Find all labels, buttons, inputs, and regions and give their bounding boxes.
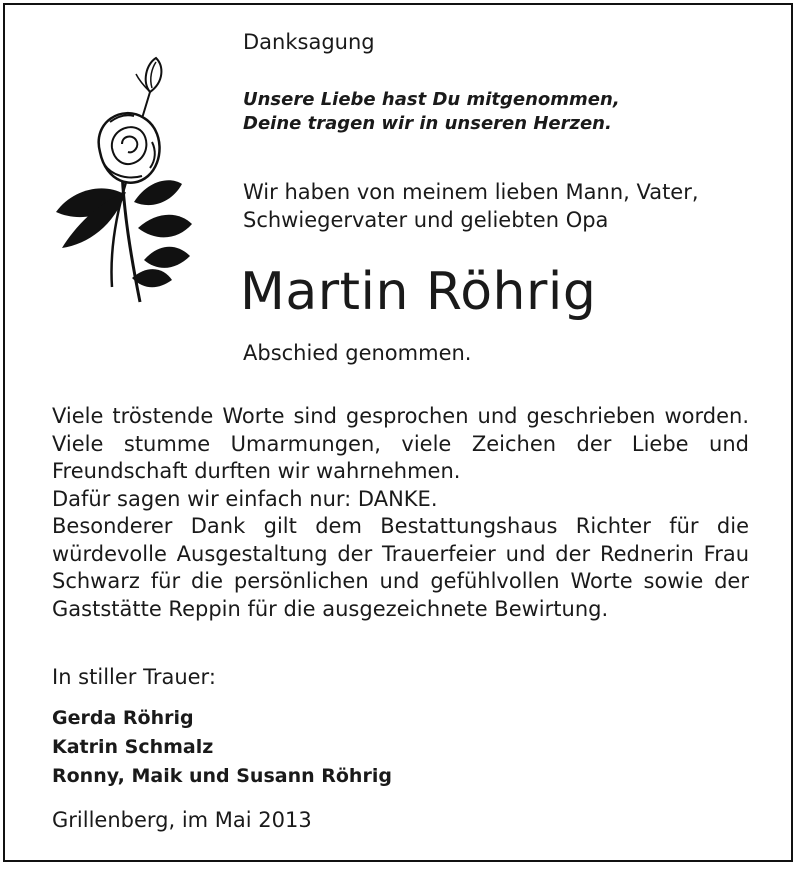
quote-line: Deine tragen wir in unseren Herzen. (243, 113, 612, 134)
signer-name: Ronny, Maik und Susann Röhrig (52, 765, 392, 787)
place-date: Grillenberg, im Mai 2013 (52, 808, 312, 832)
intro-line: Schwiegervater und geliebten Opa (243, 208, 609, 232)
signer-name: Katrin Schmalz (52, 736, 214, 758)
mourning-label: In stiller Trauer: (52, 665, 216, 689)
body-paragraph: Dafür sagen wir einfach nur: DANKE. (52, 486, 438, 511)
farewell-text: Abschied genommen. (243, 341, 472, 365)
signers-list (52, 704, 392, 791)
deceased-name: Martin Röhrig (240, 262, 597, 322)
intro-line: Wir haben von meinem lieben Mann, Vater, (243, 180, 699, 204)
body-paragraph: Besonderer Dank gilt dem Bestattungshaus Richter für die würdevolle Ausgestaltung der Trauerfeier und der Rednerin Frau Schwarz für die persönlichen und gefühlvollen Worte sowie der Gaststätte Reppin für die ausgezeichnete Bewirtung. (52, 514, 749, 621)
memorial-quote (243, 88, 620, 136)
intro-text (243, 178, 699, 234)
thanks-body (52, 403, 749, 623)
signer-name: Gerda Röhrig (52, 707, 194, 729)
notice-heading: Danksagung (243, 30, 375, 54)
quote-line: Unsere Liebe hast Du mitgenommen, (243, 89, 620, 110)
body-paragraph: Viele tröstende Worte sind gesprochen und geschrieben worden. Viele stumme Umarmungen, viele Zeichen der Liebe und Freundschaft durften wir wahrnehmen. (52, 404, 749, 483)
rose-icon (52, 52, 197, 312)
